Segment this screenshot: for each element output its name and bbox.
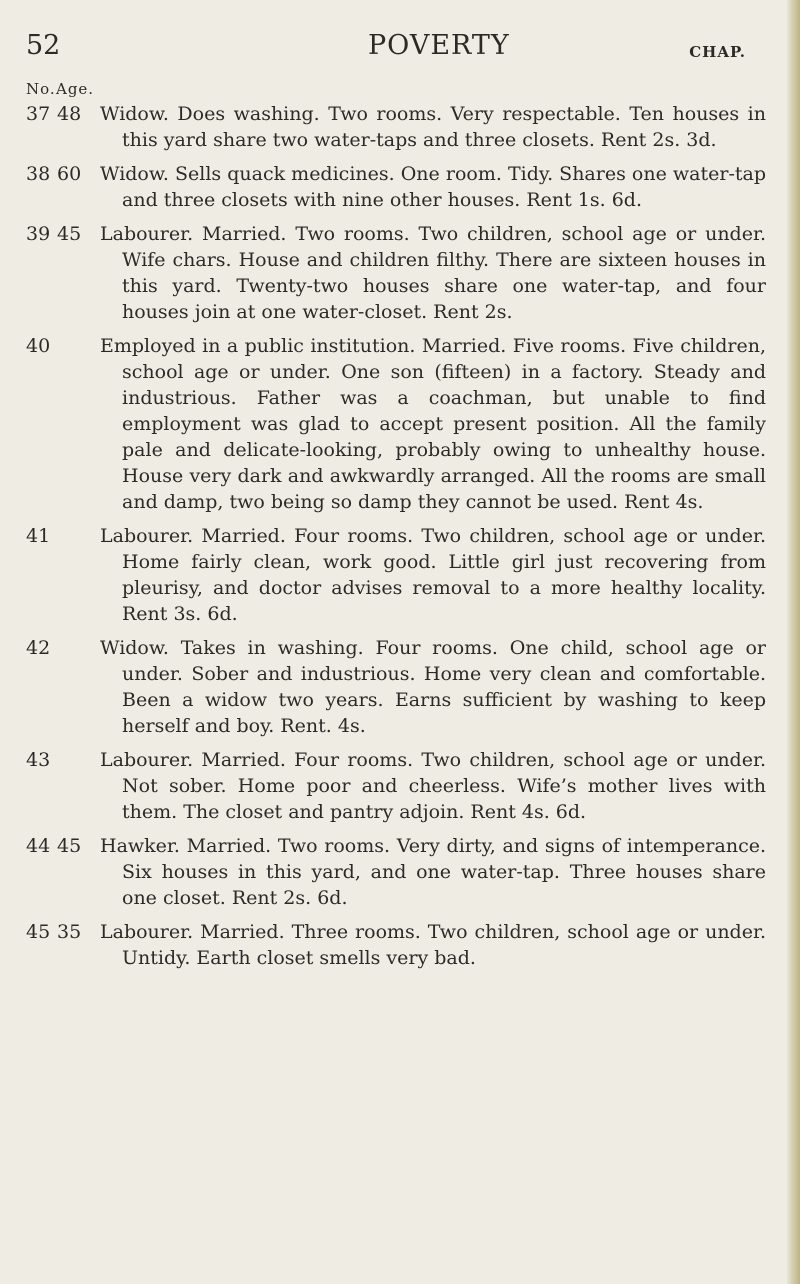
entry-number: 39: [26, 223, 51, 245]
entry: [0, 919, 800, 971]
entry-age: 48: [57, 103, 82, 125]
entry-number: 44: [26, 835, 51, 857]
entry: [0, 161, 800, 213]
entry-text: Hawker. Married. Two rooms. Very dirty, and signs of intemperance. Six houses in this yard, and one water-tap. Three houses share one closet. Rent 2s. 6d.: [100, 835, 766, 909]
entry-number: 40: [26, 335, 51, 357]
entry: [0, 833, 800, 911]
entry-list: [0, 101, 800, 979]
entry-number: 43: [26, 749, 51, 771]
page-number: 52: [26, 30, 61, 61]
entry: [0, 333, 800, 515]
entry-number: 41: [26, 525, 51, 547]
chapter-label: CHAP.: [689, 43, 746, 61]
entry-text: Labourer. Married. Two rooms. Two children, school age or under. Wife chars. House and children filthy. There are sixteen houses in this yard. Twenty-two houses share one water-tap, and four houses join at one water-closet. Rent 2s.: [100, 223, 766, 323]
entry: [0, 221, 800, 325]
column-header-age: Age.: [56, 80, 95, 98]
page-header: [26, 30, 746, 70]
entry-text: Widow. Sells quack medicines. One room. Tidy. Shares one water-tap and three closets with nine other houses. Rent 1s. 6d.: [100, 163, 766, 211]
entry: [0, 101, 800, 153]
entry-text: Widow. Does washing. Two rooms. Very respectable. Ten houses in this yard share two water-taps and three closets. Rent 2s. 3d.: [100, 103, 766, 151]
entry-number: 45: [26, 921, 51, 943]
entry-age: 45: [57, 223, 82, 245]
entry: [0, 747, 800, 825]
entry-text: Labourer. Married. Four rooms. Two children, school age or under. Not sober. Home poor and cheerless. Wife’s mother lives with them. The closet and pantry adjoin. Rent 4s. 6d.: [100, 749, 766, 823]
entry-age: 35: [57, 921, 82, 943]
entry: [0, 635, 800, 739]
entry-text: Labourer. Married. Four rooms. Two children, school age or under. Home fairly clean, work good. Little girl just recovering from pleurisy, and doctor advises removal to a more healthy locality. Rent 3s. 6d.: [100, 525, 766, 625]
column-header-no: No.: [26, 80, 56, 98]
entry-text: Labourer. Married. Three rooms. Two children, school age or under. Untidy. Earth closet smells very bad.: [100, 921, 766, 969]
running-title: POVERTY: [368, 30, 510, 61]
entry-text: Employed in a public institution. Married. Five rooms. Five children, school age or under. One son (fifteen) in a factory. Steady and industrious. Father was a coachman, but unable to find employment was glad to accept present position. All the family pale and delicate-looking, probably owing to unhealthy house. House very dark and awkwardly arranged. All the rooms are small and damp, two being so damp they cannot be used. Rent 4s.: [100, 335, 766, 513]
entry-age: 60: [57, 163, 82, 185]
entry-number: 38: [26, 163, 51, 185]
entry-age: 45: [57, 835, 82, 857]
entry-text: Widow. Takes in washing. Four rooms. One child, school age or under. Sober and industrious. Home very clean and comfortable. Been a widow two years. Earns sufficient by washing to keep herself and boy. Rent. 4s.: [100, 637, 766, 737]
entry: [0, 523, 800, 627]
entry-number: 42: [26, 637, 51, 659]
entry-number: 37: [26, 103, 51, 125]
